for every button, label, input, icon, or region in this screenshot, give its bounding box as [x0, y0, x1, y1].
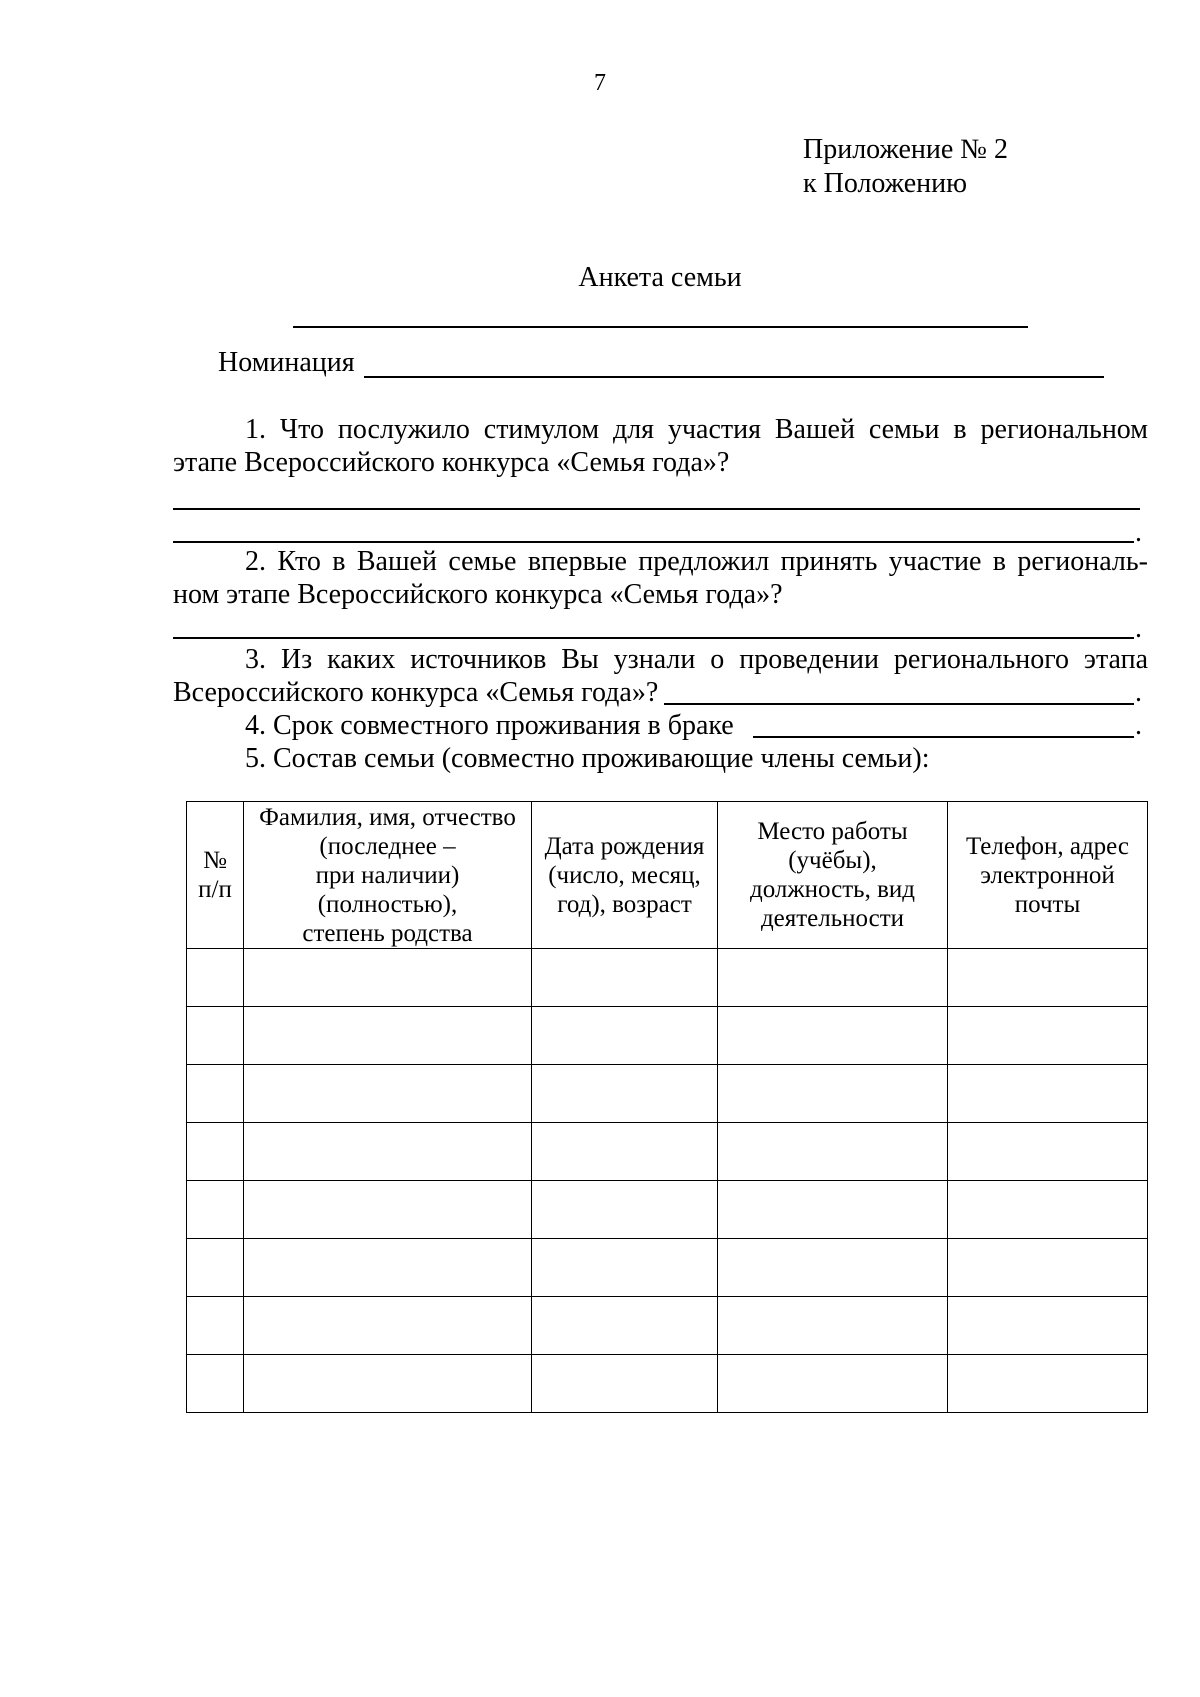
cell-contacts[interactable] [948, 1239, 1148, 1297]
cell-number[interactable] [187, 1297, 244, 1355]
cell-full-name[interactable] [244, 1123, 532, 1181]
answer-1-blank-line-1 [173, 508, 1140, 510]
cell-number[interactable] [187, 1239, 244, 1297]
cell-contacts[interactable] [948, 1007, 1148, 1065]
cell-birth-date[interactable] [532, 1065, 718, 1123]
cell-number[interactable] [187, 1355, 244, 1413]
cell-contacts[interactable] [948, 1065, 1148, 1123]
question-1-line-1: 1. Что послужило стимулом для участия Вашей семьи в региональном [245, 414, 1148, 445]
cell-workplace[interactable] [718, 1007, 948, 1065]
cell-workplace[interactable] [718, 1123, 948, 1181]
header-line: при наличии) [315, 861, 460, 889]
question-3-line-1: 3. Из каких источников Вы узнали о проведении регионального этапа [245, 644, 1148, 675]
header-number [187, 802, 244, 949]
answer-3-period: . [1135, 677, 1142, 708]
header-line: год), возраст [557, 890, 692, 918]
table-row [187, 1239, 1148, 1297]
header-line: (последнее – [319, 832, 456, 860]
answer-1-period: . [1135, 517, 1142, 548]
table-header-row [187, 802, 1148, 949]
cell-contacts[interactable] [948, 949, 1148, 1007]
cell-full-name[interactable] [244, 949, 532, 1007]
cell-contacts[interactable] [948, 1181, 1148, 1239]
cell-workplace[interactable] [718, 1239, 948, 1297]
header-line: п/п [198, 876, 232, 903]
question-5: 5. Состав семьи (совместно проживающие члены семьи): [245, 743, 930, 774]
header-line: Фамилия, имя, отчество [259, 803, 516, 831]
family-composition-table [186, 801, 1148, 1413]
cell-birth-date[interactable] [532, 1355, 718, 1413]
cell-birth-date[interactable] [532, 1123, 718, 1181]
header-line: почты [1014, 890, 1081, 918]
answer-2-period: . [1135, 613, 1142, 644]
cell-number[interactable] [187, 1007, 244, 1065]
answer-4-period: . [1135, 710, 1142, 741]
cell-birth-date[interactable] [532, 949, 718, 1007]
answer-4-blank-line [753, 736, 1134, 738]
question-2-line-2: ном этапе Всероссийского конкурса «Семья года»? [173, 579, 783, 610]
header-line: должность, вид [750, 876, 915, 903]
form-title: Анкета семьи [578, 262, 742, 293]
header-line: (учёбы), [788, 847, 877, 874]
cell-full-name[interactable] [244, 1007, 532, 1065]
question-4: 4. Срок совместного проживания в браке [245, 710, 734, 741]
question-3-line-2: Всероссийского конкурса «Семья года»? [173, 677, 659, 708]
cell-number[interactable] [187, 949, 244, 1007]
appendix-line-2: к Положению [803, 168, 968, 199]
appendix-line-1: Приложение № 2 [803, 134, 1008, 165]
cell-number[interactable] [187, 1065, 244, 1123]
header-line: электронной [980, 861, 1115, 889]
question-2-line-1: 2. Кто в Вашей семье впервые предложил принять участие в региональ- [245, 546, 1148, 577]
header-line: № [203, 847, 227, 874]
page-number: 7 [594, 70, 606, 96]
cell-birth-date[interactable] [532, 1239, 718, 1297]
answer-2-blank-line [173, 637, 1134, 639]
table-row [187, 949, 1148, 1007]
nomination-blank-line [364, 376, 1104, 378]
cell-full-name[interactable] [244, 1065, 532, 1123]
family-name-blank-line [293, 326, 1028, 328]
header-workplace [718, 802, 948, 949]
answer-1-blank-line-2 [173, 541, 1134, 543]
cell-full-name[interactable] [244, 1239, 532, 1297]
table-row [187, 1007, 1148, 1065]
header-line: Телефон, адрес [965, 832, 1129, 860]
header-full-name [244, 802, 532, 949]
cell-birth-date[interactable] [532, 1181, 718, 1239]
header-line: Дата рождения [544, 832, 705, 860]
question-1-line-2: этапе Всероссийского конкурса «Семья года»? [173, 447, 730, 478]
header-contacts [948, 802, 1148, 949]
header-birth-date [532, 802, 718, 949]
cell-full-name[interactable] [244, 1181, 532, 1239]
answer-3-blank-line [664, 703, 1134, 705]
cell-workplace[interactable] [718, 1181, 948, 1239]
cell-workplace[interactable] [718, 1065, 948, 1123]
table-row [187, 1297, 1148, 1355]
cell-full-name[interactable] [244, 1355, 532, 1413]
cell-birth-date[interactable] [532, 1297, 718, 1355]
table-row [187, 1123, 1148, 1181]
header-line: деятельности [760, 905, 905, 932]
cell-number[interactable] [187, 1181, 244, 1239]
header-line: (число, месяц, [548, 861, 701, 889]
table-row [187, 1065, 1148, 1123]
table-row [187, 1181, 1148, 1239]
cell-birth-date[interactable] [532, 1007, 718, 1065]
table-body [187, 949, 1148, 1413]
cell-contacts[interactable] [948, 1355, 1148, 1413]
cell-number[interactable] [187, 1123, 244, 1181]
header-line: Место работы [757, 818, 908, 845]
header-line: степень родства [302, 919, 473, 947]
cell-workplace[interactable] [718, 949, 948, 1007]
nomination-label: Номинация [218, 347, 355, 378]
cell-contacts[interactable] [948, 1297, 1148, 1355]
cell-contacts[interactable] [948, 1123, 1148, 1181]
header-line: (полностью), [317, 890, 458, 918]
cell-full-name[interactable] [244, 1297, 532, 1355]
cell-workplace[interactable] [718, 1297, 948, 1355]
table-row [187, 1355, 1148, 1413]
cell-workplace[interactable] [718, 1355, 948, 1413]
appendix-reference [803, 133, 1008, 201]
